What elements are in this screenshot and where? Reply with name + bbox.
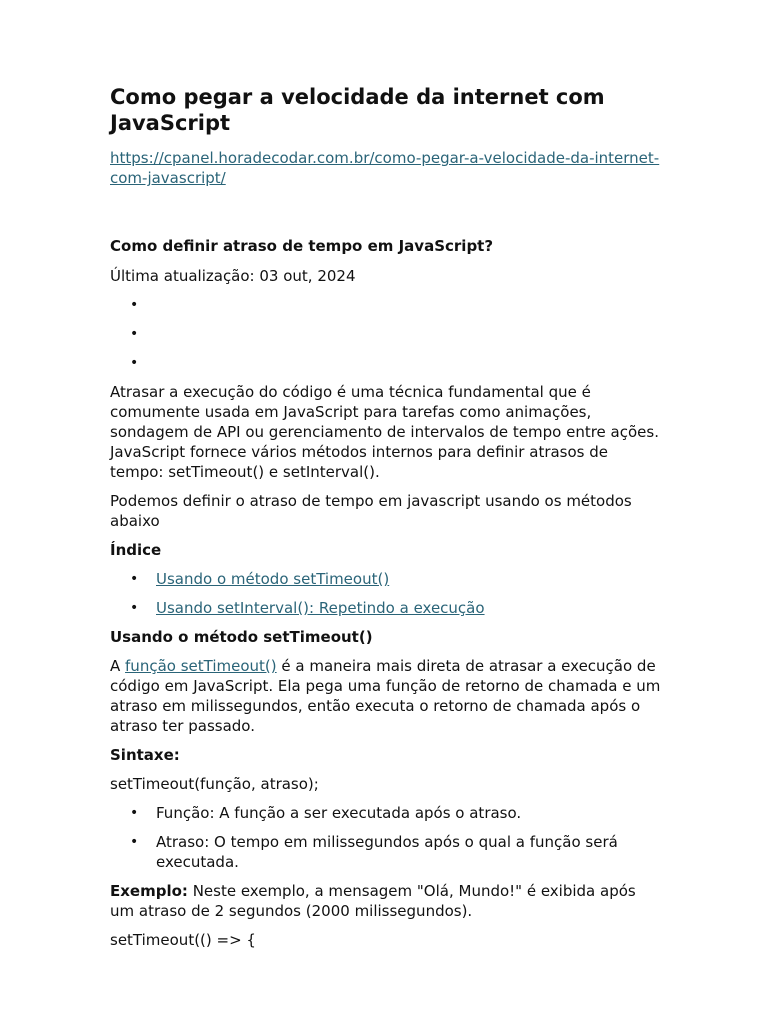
code-line: setTimeout(() => { — [110, 931, 256, 949]
methods-paragraph: Podemos definir o atraso de tempo em javascript usando os métodos abaixo — [110, 492, 632, 530]
empty-bullet-item — [110, 324, 662, 344]
index-link-settimeout[interactable]: Usando o método setTimeout() — [156, 570, 390, 588]
settimeout-para-prefix: A — [110, 657, 126, 675]
article-content — [110, 84, 662, 950]
syntax-code: setTimeout(função, atraso); — [110, 775, 319, 793]
page-title: Como pegar a velocidade da internet com JavaScript — [110, 85, 605, 135]
section-heading: Como definir atraso de tempo em JavaScript? — [110, 237, 494, 255]
params-list — [110, 803, 662, 872]
empty-bullet-item — [110, 353, 662, 373]
empty-bullet-item — [110, 295, 662, 315]
example-text: Neste exemplo, a mensagem "Olá, Mundo!" é exibida após um atraso de 2 segundos (2000 milissegundos). — [110, 882, 636, 920]
settimeout-paragraph — [110, 656, 662, 736]
settimeout-function-link[interactable]: função setTimeout() — [125, 657, 277, 675]
intro-paragraph: Atrasar a execução do código é uma técnica fundamental que é comumente usada em JavaScript para tarefas como animações, sondagem de API ou gerenciamento de intervalos de tempo entre ações. JavaScript fornece vários métodos internos para definir atrasos de tempo: setTimeout() e setInterval(). — [110, 383, 659, 481]
last-updated: Última atualização: 03 out, 2024 — [110, 267, 356, 285]
index-heading: Índice — [110, 541, 162, 559]
syntax-label: Sintaxe: — [110, 746, 180, 764]
index-item — [110, 569, 662, 589]
index-link-setinterval[interactable]: Usando setInterval(): Repetindo a execução — [156, 599, 485, 617]
index-item — [110, 598, 662, 618]
settimeout-heading: Usando o método setTimeout() — [110, 628, 373, 646]
source-link[interactable]: https://cpanel.horadecodar.com.br/como-pegar-a-velocidade-da-internet-com-javascript/ — [110, 149, 660, 187]
param-item: • Função: A função a ser executada após o atraso. — [110, 803, 662, 823]
empty-bullet-list — [110, 295, 662, 373]
settimeout-para-rest: é a maneira mais direta de atrasar a execução de código em JavaScript. Ela pega uma função de retorno de chamada e um atraso em milissegundos, então executa o retorno de chamada após o atraso ter passado. — [110, 657, 661, 735]
example-label: Exemplo: — [110, 882, 188, 900]
example-paragraph — [110, 881, 662, 921]
index-list — [110, 569, 662, 618]
param-item: • Atraso: O tempo em milissegundos após o qual a função será executada. — [110, 832, 662, 872]
